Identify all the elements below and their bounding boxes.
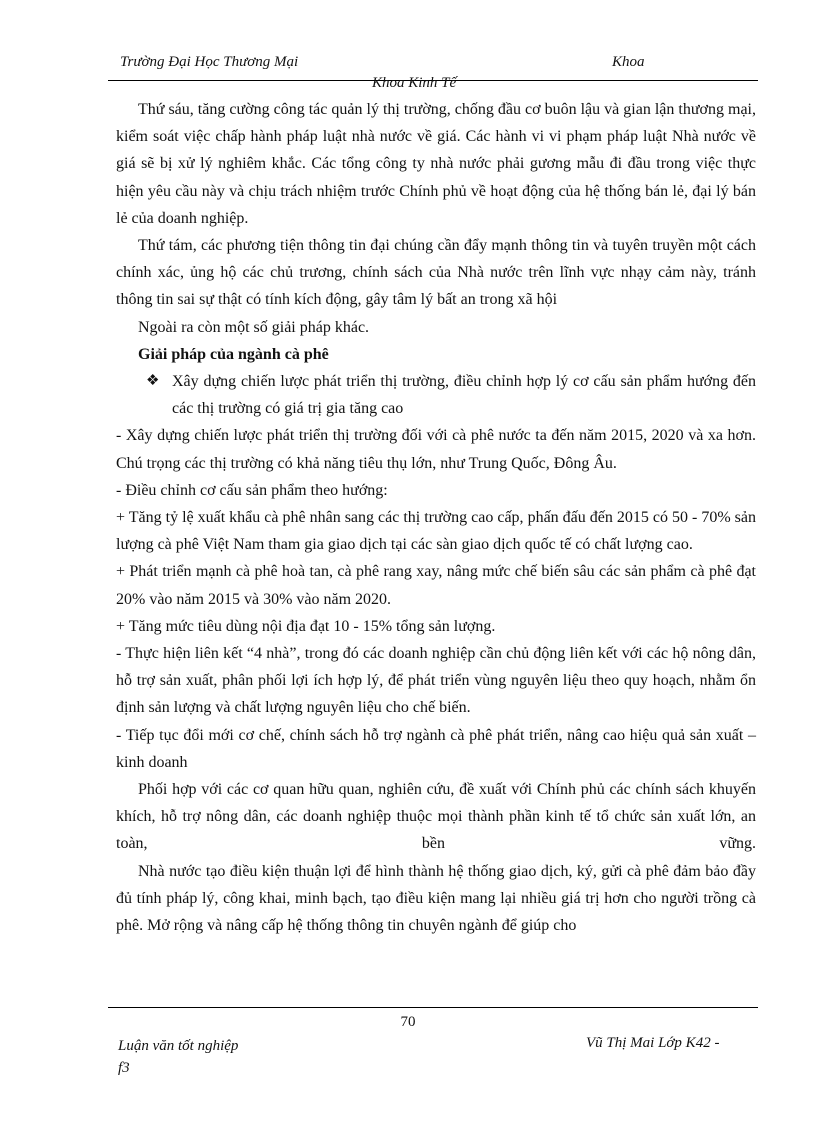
paragraph-trading-system: Nhà nước tạo điều kiện thuận lợi để hình thành hệ thống giao dịch, ký, gửi cà phê đảm bảo đầy đủ tính pháp lý, công khai, minh bạch, tạo điều kiện mang lại nhiều giá trị hơn cho người trồng cà phê. Mở rộng và nâng cấp hệ thống thông tin chuyên ngành để giúp cho — [116, 862, 756, 935]
document-body — [116, 96, 756, 939]
footer-author: Vũ Thị Mai Lớp K42 - — [586, 1035, 720, 1051]
header-faculty-label: Khoa — [612, 54, 645, 70]
list-item: - Thực hiện liên kết “4 nhà”, trong đó các doanh nghiệp cần chủ động liên kết với các hộ nông dân, hỗ trợ sản xuất, phân phối lợi ích hợp lý, để phát triển vùng nguyên liệu theo quy hoạch, nhằm ổn định sản lượng và chất lượng nguyên liệu cho chế biến. — [116, 645, 756, 717]
bullet-text: Xây dựng chiến lược phát triển thị trường, điều chỉnh hợp lý cơ cấu sản phẩm hướng đến các thị trường có giá trị gia tăng cao — [172, 373, 756, 418]
bullet-item — [116, 368, 756, 422]
list-item: + Tăng tỷ lệ xuất khẩu cà phê nhân sang các thị trường cao cấp, phấn đấu đến 2015 có 50 - 70% sản lượng cà phê Việt Nam tham gia giao dịch tại các sàn giao dịch quốc tế có chất lượng cao. — [116, 509, 756, 554]
list-item: + Phát triển mạnh cà phê hoà tan, cà phê rang xay, nâng mức chế biến sâu các sản phẩm cà phê đạt 20% vào năm 2015 và 30% vào năm 2020. — [116, 563, 756, 608]
footer-thesis-title: Luận văn tốt nghiệp — [118, 1038, 239, 1054]
header-university: Trường Đại Học Thương Mại — [120, 54, 299, 70]
paragraph-market-management: Thứ sáu, tăng cường công tác quản lý thị trường, chống đầu cơ buôn lậu và gian lận thương mại, kiểm soát việc chấp hành pháp luật nhà nước về giá. Các hành vi vi phạm pháp luật Nhà nước về giá sẽ bị xử lý nghiêm khắc. Các tổng công ty nhà nước phải gương mẫu đi đầu trong việc thực hiện yêu cầu này và chịu trách nhiệm trước Chính phủ về hoạt động của hệ thống bán lẻ, đại lý bán lẻ của doanh nghiệp. — [116, 101, 756, 227]
paragraph-other-solutions: Ngoài ra còn một số giải pháp khác. — [138, 318, 370, 336]
list-item: - Điều chỉnh cơ cấu sản phẩm theo hướng: — [116, 481, 388, 499]
paragraph-media: Thứ tám, các phương tiện thông tin đại chúng cần đẩy mạnh thông tin và tuyên truyền một cách chính xác, ủng hộ các chủ trương, chính sách của Nhà nước trên lĩnh vực nhạy cảm này, tránh thông tin sai sự thật có tính kích động, gây tâm lý bất an trong xã hội — [116, 237, 756, 309]
footer-divider — [108, 1007, 758, 1008]
paragraph-coordination: Phối hợp với các cơ quan hữu quan, nghiên cứu, đề xuất với Chính phủ các chính sách khuyến khích, hỗ trợ nông dân, các doanh nghiệp thuộc mọi thành phần kinh tế tổ chức sản xuất lớn, an toàn, bền vững. — [116, 781, 756, 853]
list-item: + Tăng mức tiêu dùng nội địa đạt 10 - 15% tổng sản lượng. — [116, 617, 496, 635]
list-item: - Tiếp tục đổi mới cơ chế, chính sách hỗ trợ ngành cà phê phát triển, nâng cao hiệu quả sản xuất – kinh doanh — [116, 726, 756, 771]
section-heading: Giải pháp của ngành cà phê — [138, 345, 329, 363]
list-item: - Xây dựng chiến lược phát triển thị trường đối với cà phê nước ta đến năm 2015, 2020 và xa hơn. Chú trọng các thị trường có khả năng tiêu thụ lớn, như Trung Quốc, Đông Âu. — [116, 427, 756, 472]
footer-thesis-label — [118, 1035, 238, 1079]
header-faculty-name: Khoa Kinh Tế — [372, 75, 457, 91]
diamond-bullet-icon: ❖ — [146, 373, 160, 390]
page-number: 70 — [400, 1014, 416, 1030]
footer-class-suffix: f3 — [118, 1060, 130, 1076]
